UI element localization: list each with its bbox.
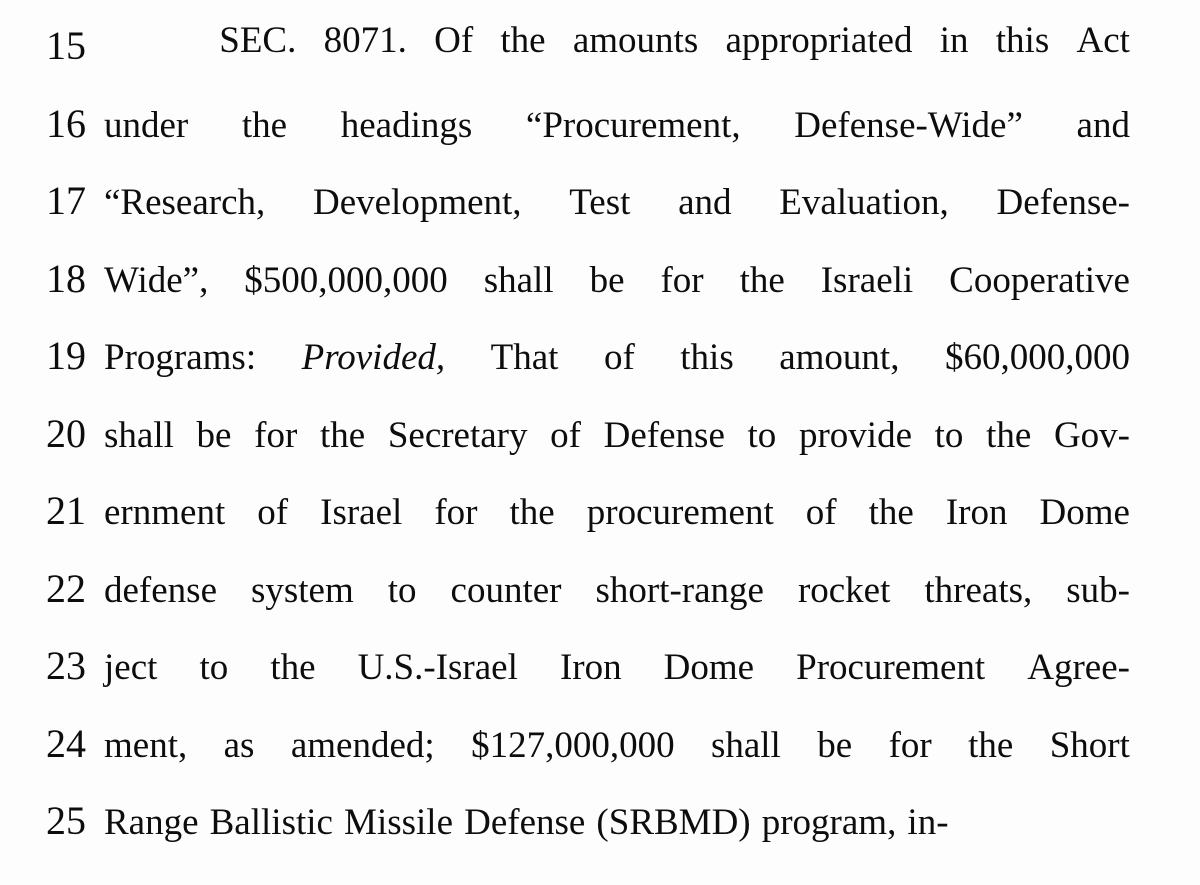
text-line xyxy=(0,487,1200,565)
word: be xyxy=(817,724,853,766)
word: Act xyxy=(1076,20,1130,61)
word: That xyxy=(490,337,559,378)
word: Of xyxy=(434,20,474,61)
line-content xyxy=(104,649,1200,686)
word: be xyxy=(589,259,625,301)
word: the xyxy=(241,104,288,146)
word: of xyxy=(603,337,635,378)
text-line xyxy=(0,22,1200,100)
word: defense xyxy=(104,569,217,611)
word: the xyxy=(868,492,914,533)
text-line xyxy=(0,332,1200,410)
word: Procurement xyxy=(796,647,986,688)
word: the xyxy=(319,414,366,456)
text-line xyxy=(0,642,1200,720)
word: counter xyxy=(450,569,562,611)
word: in- xyxy=(907,802,949,843)
word: be xyxy=(196,414,232,456)
word: sub- xyxy=(1066,569,1130,611)
line-content xyxy=(104,569,1200,611)
word: $500,000,000 xyxy=(244,259,448,301)
word: for xyxy=(660,259,704,301)
word: under xyxy=(104,104,189,146)
word: $127,000,000 xyxy=(471,724,675,766)
line-number: 24 xyxy=(46,720,86,766)
word: of xyxy=(805,492,837,533)
line-number: 25 xyxy=(46,798,86,843)
word: short-range xyxy=(595,569,764,611)
line-content xyxy=(104,804,1200,841)
word: U.S.-Israel xyxy=(357,647,518,688)
word: in xyxy=(939,20,969,61)
justified-line xyxy=(104,259,1130,301)
word: Missile xyxy=(344,802,454,843)
word: Gov- xyxy=(1053,414,1130,456)
text-line xyxy=(0,100,1200,178)
line-content xyxy=(104,724,1200,766)
word: and xyxy=(678,182,732,223)
word: amount, xyxy=(779,337,900,378)
paragraph-indent xyxy=(104,22,192,59)
word: of xyxy=(257,492,289,533)
word: Israel xyxy=(320,492,403,533)
word: program, xyxy=(761,802,897,843)
line-number: 22 xyxy=(46,565,86,611)
word: Ballistic xyxy=(209,802,333,843)
word: Range xyxy=(104,802,199,843)
word: Israeli xyxy=(820,259,914,301)
word: Agree- xyxy=(1027,647,1130,688)
word: Evaluation, xyxy=(779,182,949,223)
word: this xyxy=(995,20,1050,61)
word: threats, xyxy=(924,569,1033,611)
justified-line xyxy=(104,414,1130,456)
word: to xyxy=(387,569,417,611)
word: this xyxy=(680,337,734,378)
word: Test xyxy=(569,182,631,223)
line-number: 19 xyxy=(46,333,86,378)
line-content xyxy=(104,494,1200,531)
line-number: 23 xyxy=(46,643,86,688)
text-line xyxy=(0,255,1200,333)
word: Dome xyxy=(663,647,755,688)
word: to xyxy=(747,414,777,456)
word: system xyxy=(250,569,354,611)
text-line xyxy=(0,410,1200,488)
word: provide xyxy=(798,414,912,456)
word: Secretary xyxy=(387,414,528,456)
word: Wide”, xyxy=(104,259,209,301)
line-content xyxy=(104,414,1200,456)
bill-text-body xyxy=(0,22,1200,875)
word: procurement xyxy=(586,492,774,533)
justified-line xyxy=(104,649,1130,686)
line-number: 15 xyxy=(46,23,86,68)
line-number: 21 xyxy=(46,488,86,533)
line-number: 16 xyxy=(46,100,86,146)
word: shall xyxy=(104,414,174,456)
line-content xyxy=(104,22,1200,59)
word: ment, xyxy=(104,724,188,766)
word: appropriated xyxy=(725,20,913,61)
word: for xyxy=(254,414,298,456)
line-content xyxy=(104,259,1200,301)
word: ernment xyxy=(104,492,226,533)
line-content xyxy=(104,104,1200,146)
justified-line xyxy=(104,569,1130,611)
text-line xyxy=(0,797,1200,875)
word: the xyxy=(500,20,546,61)
word: shall xyxy=(483,259,554,301)
justified-line xyxy=(104,22,1130,59)
word: Defense xyxy=(464,802,586,843)
word: the xyxy=(986,414,1032,456)
word: the xyxy=(968,724,1014,766)
word: of xyxy=(550,414,581,456)
word: to xyxy=(934,414,964,456)
justified-line xyxy=(104,104,1130,146)
justified-line xyxy=(104,339,1130,376)
word: Programs: xyxy=(104,337,257,378)
word: Dome xyxy=(1039,492,1130,533)
word: rocket xyxy=(797,569,891,611)
line-content xyxy=(104,184,1200,221)
justified-line xyxy=(104,184,1130,221)
word: amended; xyxy=(290,724,435,766)
word: “Procurement, xyxy=(525,104,741,146)
line-number: 18 xyxy=(46,255,86,301)
word: Cooperative xyxy=(949,259,1130,301)
word: to xyxy=(199,647,229,688)
word: Defense xyxy=(603,414,725,456)
line-number: 17 xyxy=(46,178,86,223)
word: Development, xyxy=(312,182,522,223)
word: Iron xyxy=(559,647,622,688)
justified-line xyxy=(104,804,1130,841)
justified-line xyxy=(104,724,1130,766)
word: amounts xyxy=(572,20,699,61)
word: Short xyxy=(1049,724,1130,766)
word: and xyxy=(1076,104,1130,146)
word: “Research, xyxy=(104,182,266,223)
justified-line xyxy=(104,494,1130,531)
text-line xyxy=(0,177,1200,255)
word: headings xyxy=(340,104,473,146)
text-line xyxy=(0,720,1200,798)
section-marker: SEC. xyxy=(219,20,297,61)
word: as xyxy=(223,724,255,766)
word: the xyxy=(739,259,785,301)
word: shall xyxy=(710,724,781,766)
line-number: 20 xyxy=(46,410,86,456)
word: Defense-Wide” xyxy=(794,104,1023,146)
word: for xyxy=(434,492,478,533)
word: $60,000,000 xyxy=(944,337,1130,378)
word: Provided, xyxy=(301,337,446,378)
text-line xyxy=(0,565,1200,643)
word: 8071. xyxy=(323,20,407,61)
word: for xyxy=(888,724,932,766)
word: ject xyxy=(104,647,158,688)
word: Defense- xyxy=(996,182,1130,223)
line-content xyxy=(104,339,1200,376)
word: Iron xyxy=(945,492,1008,533)
word: the xyxy=(270,647,316,688)
word: the xyxy=(509,492,555,533)
word: (SRBMD) xyxy=(596,802,751,843)
